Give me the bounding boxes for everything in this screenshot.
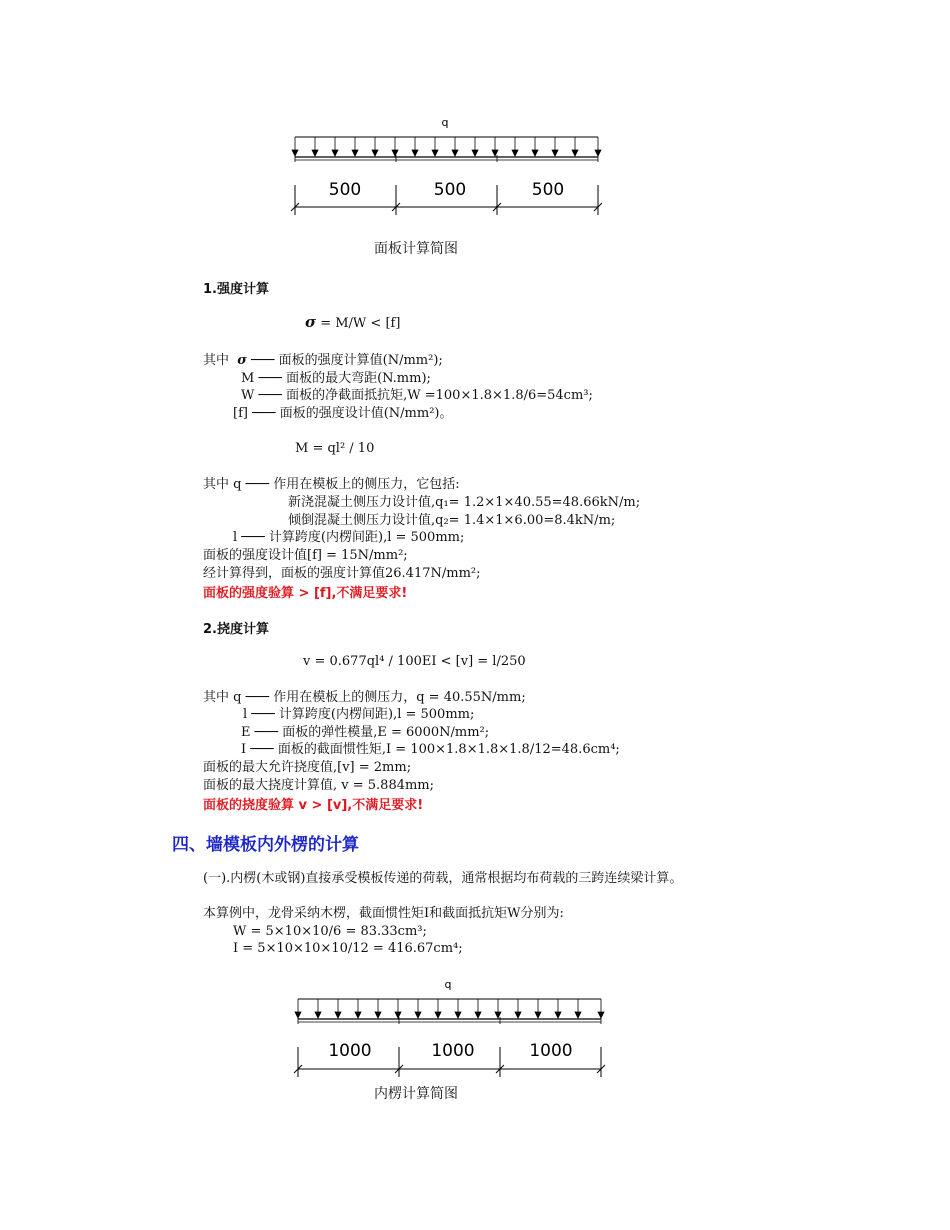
- inner-rib-calc-diagram: [283, 972, 613, 1084]
- load-arrows: [295, 999, 604, 1018]
- load-label: q: [444, 978, 452, 991]
- def-sigma: 其中 σ ─── 面板的强度计算值(N/mm²);: [203, 353, 443, 368]
- def-l: l ─── 计算跨度(内楞间距),l = 500mm;: [233, 530, 465, 545]
- def-w: W ─── 面板的净截面抵抗矩,W =100×1.8×1.8/6=54cm³;: [241, 388, 593, 403]
- load-arrows: [292, 137, 601, 156]
- def-q: 其中 q ─── 作用在模板上的侧压力，q = 40.55N/mm;: [203, 690, 526, 705]
- span-label: 500: [328, 180, 362, 200]
- strength-verdict: 面板的强度验算 > [f],不满足要求!: [203, 586, 408, 601]
- paragraph: 本算例中，龙骨采纳木楞，截面惯性矩I和截面抵抗矩W分别为:: [203, 906, 564, 921]
- deflection-computed: 面板的最大挠度计算值, v = 5.884mm;: [203, 778, 435, 793]
- def-i: I ─── 面板的截面惯性矩,I = 100×1.8×1.8×1.8/12=48.6cm⁴;: [241, 742, 620, 757]
- deflection-allowable: 面板的最大允许挠度值,[v] = 2mm;: [203, 760, 412, 775]
- span-label: 500: [433, 180, 467, 200]
- span-label: 1000: [328, 1041, 372, 1061]
- diagram-caption: 面板计算简图: [374, 241, 458, 257]
- def-f: [f] ─── 面板的强度设计值(N/mm²)。: [233, 406, 453, 421]
- panel-calc-diagram: [280, 110, 610, 225]
- def-e: E ─── 面板的弹性模量,E = 6000N/mm²;: [241, 725, 490, 740]
- diagram-caption: 内楞计算简图: [374, 1086, 458, 1102]
- def-l: l ─── 计算跨度(内楞间距),l = 500mm;: [243, 707, 475, 722]
- strength-computed-value: 经计算得到，面板的强度计算值26.417N/mm²;: [203, 566, 481, 581]
- span-label: 1000: [529, 1041, 573, 1061]
- paragraph: (一).内楞(木或钢)直接承受模板传递的荷载，通常根据均布荷载的三跨连续梁计算。: [203, 871, 683, 886]
- span-label: 1000: [431, 1041, 475, 1061]
- w-line: W = 5×10×10/6 = 83.33cm³;: [233, 924, 427, 939]
- section-heading: 1.强度计算: [203, 282, 269, 297]
- strength-design-value: 面板的强度设计值[f] = 15N/mm²;: [203, 548, 408, 563]
- section-heading: 2.挠度计算: [203, 622, 269, 637]
- deflection-verdict: 面板的挠度验算 v > [v],不满足要求!: [203, 798, 424, 813]
- def-q: 其中 q ─── 作用在模板上的侧压力，它包括:: [203, 477, 460, 492]
- section-title: 四、墙模板内外楞的计算: [172, 835, 359, 855]
- def-q1: 新浇混凝土侧压力设计值,q₁= 1.2×1×40.55=48.66kN/m;: [288, 495, 641, 510]
- def-q2: 倾倒混凝土侧压力设计值,q₂= 1.4×1×6.00=8.4kN/m;: [288, 513, 616, 528]
- deflection-formula: v = 0.677ql⁴ / 100EI < [v] = l/250: [303, 654, 526, 669]
- def-m: M ─── 面板的最大弯距(N.mm);: [241, 371, 431, 386]
- moment-formula: M = ql² / 10: [295, 441, 375, 456]
- strength-formula: σ = M/W < [f]: [305, 313, 401, 331]
- load-label: q: [441, 116, 449, 129]
- span-label: 500: [531, 180, 565, 200]
- i-line: I = 5×10×10×10/12 = 416.67cm⁴;: [233, 941, 463, 956]
